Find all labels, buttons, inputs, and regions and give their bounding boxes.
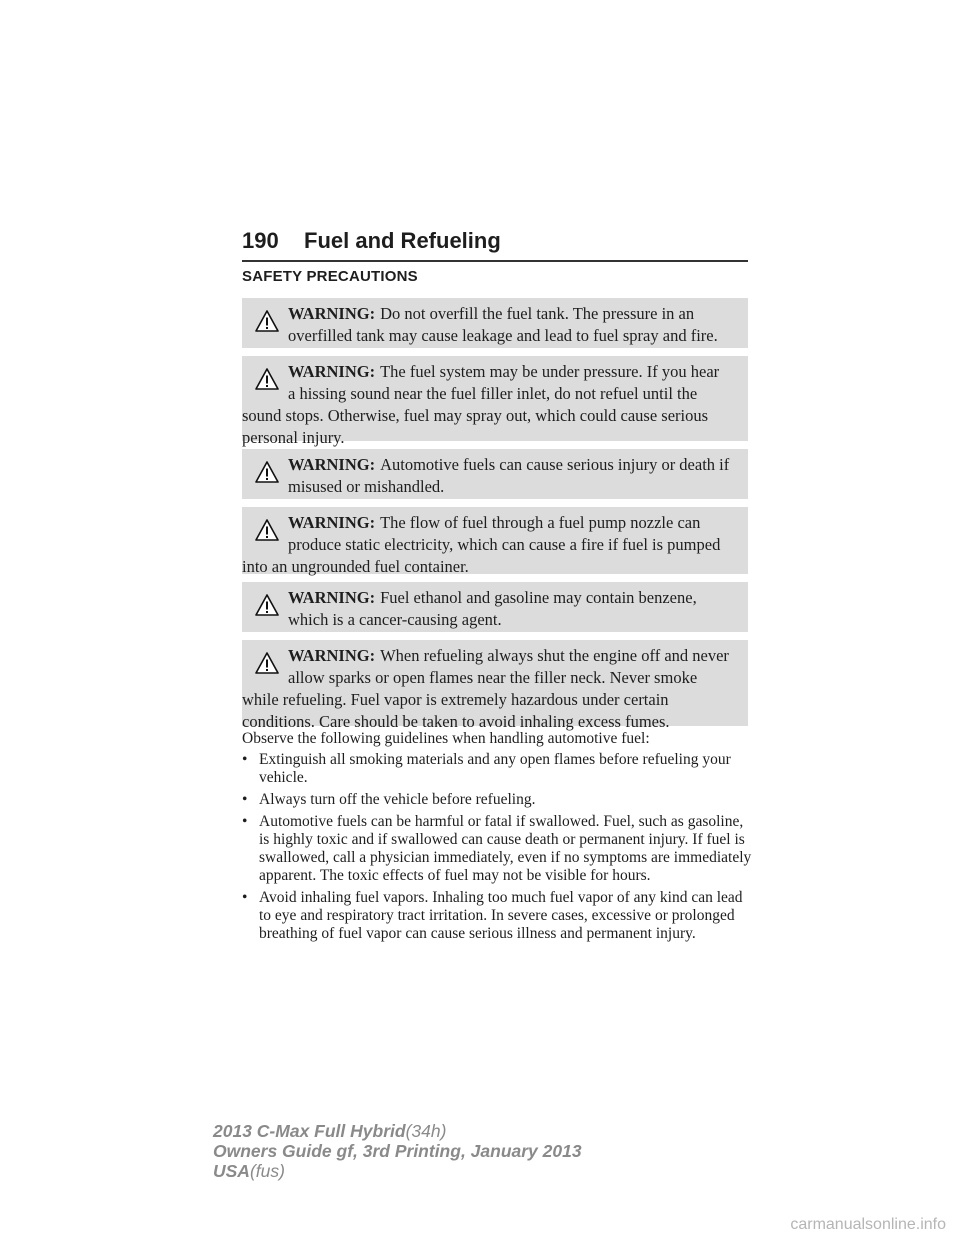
warning-label: WARNING:: [288, 646, 376, 665]
warning-triangle-icon: [255, 519, 279, 541]
warning-text-cont: a hissing sound near the fuel filler inlet, do not refuel until the: [288, 384, 698, 403]
warning-box: [242, 356, 748, 447]
bullet-icon: •: [242, 813, 248, 830]
chapter-title: Fuel and Refueling: [304, 228, 501, 253]
warning-triangle-icon: [255, 652, 279, 674]
warning-text-tail: while refueling. Fuel vapor is extremely hazardous under certain conditions. Care should be taken to avoid inhaling excess fumes.: [242, 690, 670, 731]
warning-box: [242, 507, 748, 574]
warning-text: Fuel ethanol and gasoline may contain benzene,: [380, 588, 697, 607]
warning-box: [242, 582, 748, 632]
warning-text-tail: sound stops. Otherwise, fuel may spray out, which could cause serious personal injury.: [242, 406, 709, 447]
warning-text-cont: overfilled tank may cause leakage and lead to fuel spray and fire.: [288, 326, 718, 345]
document-footer: [213, 1121, 582, 1181]
watermark: carmanualsonline.info: [790, 1216, 946, 1233]
warning-triangle-icon: [255, 368, 279, 390]
warning-label: WARNING:: [288, 588, 376, 607]
footer-market-code: (fus): [249, 1161, 285, 1181]
footer-guide: Owners Guide gf, 3rd Printing, January 2013: [213, 1141, 582, 1161]
warning-text: Do not overfill the fuel tank. The pressure in an: [380, 304, 695, 323]
warning-box: [242, 640, 748, 731]
warning-text: Automotive fuels can cause serious injury or death if: [380, 455, 730, 474]
list-item: • Always turn off the vehicle before refueling.: [242, 791, 536, 808]
warning-label: WARNING:: [288, 513, 376, 532]
warning-label: WARNING:: [288, 362, 376, 381]
warning-label: WARNING:: [288, 455, 376, 474]
warning-text-cont: produce static electricity, which can cause a fire if fuel is pumped: [288, 535, 721, 554]
warning-text: The flow of fuel through a fuel pump nozzle can: [380, 513, 701, 532]
page-number: 190: [242, 228, 279, 253]
bullet-icon: •: [242, 751, 248, 768]
warning-text: The fuel system may be under pressure. If you hear: [380, 362, 720, 381]
warning-label: WARNING:: [288, 304, 376, 323]
warning-triangle-icon: [255, 594, 279, 616]
warning-text-cont: allow sparks or open flames near the filler neck. Never smoke: [288, 668, 698, 687]
guidelines-list: [242, 751, 752, 947]
intro-paragraph: Observe the following guidelines when handling automotive fuel:: [242, 730, 650, 747]
page-header: [242, 226, 748, 262]
bullet-icon: •: [242, 889, 248, 906]
footer-market: USA: [213, 1161, 250, 1181]
footer-model-code: (34h): [405, 1121, 447, 1141]
list-item: • Extinguish all smoking materials and any open flames before refueling your vehicle.: [242, 751, 731, 786]
warning-text-tail: into an ungrounded fuel container.: [242, 557, 469, 576]
warning-box: [242, 449, 748, 499]
bullet-icon: •: [242, 791, 248, 808]
warning-triangle-icon: [255, 461, 279, 483]
warning-text-cont: which is a cancer-causing agent.: [288, 610, 502, 629]
section-title: SAFETY PRECAUTIONS: [242, 268, 418, 285]
list-item: • Automotive fuels can be harmful or fatal if swallowed. Fuel, such as gasoline, is highly toxic and if swallowed can cause death or permanent injury. If fuel is swallowed, call a physician immediately, even if no symptoms are immediately apparent. The toxic effects of fuel may not be visible for hours.: [242, 813, 752, 884]
warning-text: When refueling always shut the engine off and never: [380, 646, 729, 665]
warning-text-cont: misused or mishandled.: [288, 477, 445, 496]
warning-triangle-icon: [255, 310, 279, 332]
warning-box: [242, 298, 748, 348]
list-item: • Avoid inhaling fuel vapors. Inhaling too much fuel vapor of any kind can lead to eye and respiratory tract irritation. In severe cases, excessive or prolonged breathing of fuel vapor can cause serious illness and permanent injury.: [242, 889, 743, 942]
footer-model: 2013 C-Max Full Hybrid: [213, 1121, 406, 1141]
